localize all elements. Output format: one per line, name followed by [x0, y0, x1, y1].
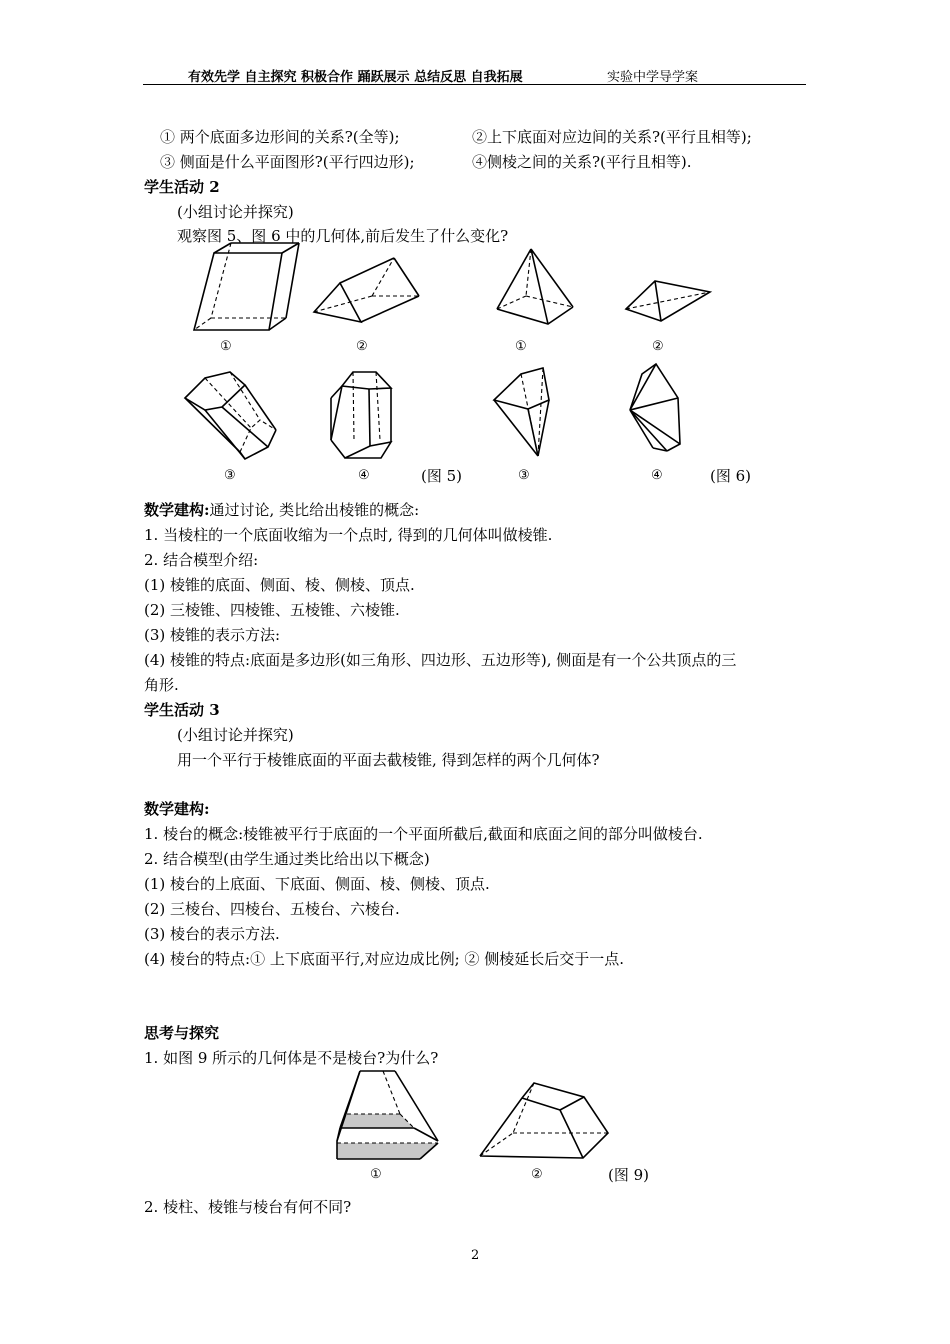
intro-q3: ③ 侧面是什么平面图形?(平行四边形); [160, 153, 415, 171]
model1-line: (2) 三棱锥、四棱锥、五棱锥、六棱锥. [144, 601, 400, 619]
fig9-marker-2: ② [531, 1167, 543, 1182]
model1-line: (4) 棱锥的特点:底面是多边形(如三角形、四边形、五边形等), 侧面是有一个公共顶点的三 [144, 651, 737, 669]
model2-line: (3) 棱台的表示方法. [144, 925, 280, 943]
model2-line: (2) 三棱台、四棱台、五棱台、六棱台. [144, 900, 400, 918]
model1-line: (3) 棱锥的表示方法: [144, 626, 281, 644]
header-school: 实验中学导学案 [607, 70, 699, 85]
model1-title: 数学建构: [144, 501, 210, 519]
fig5-label: (图 5) [421, 467, 463, 485]
fig5-marker-3: ③ [224, 468, 236, 483]
model2-line: 2. 结合模型(由学生通过类比给出以下概念) [144, 850, 430, 868]
model2-title: 数学建构: [144, 800, 210, 818]
model2-line: (1) 棱台的上底面、下底面、侧面、棱、侧棱、顶点. [144, 875, 490, 893]
model2-line: (4) 棱台的特点:① 上下底面平行,对应边成比例; ② 侧棱延长后交于一点. [144, 950, 624, 968]
activity2-note: (小组讨论并探究) [177, 203, 294, 221]
activity3-note: (小组讨论并探究) [177, 726, 294, 744]
page-number: 2 [471, 1248, 480, 1263]
header-slogan: 有效先学 自主探究 积极合作 踊跃展示 总结反思 自我拓展 [188, 70, 523, 85]
fig6-marker-2: ② [652, 339, 664, 354]
fig6-label: (图 6) [710, 467, 752, 485]
intro-q2: ②上下底面对应边间的关系?(平行且相等); [472, 128, 752, 146]
intro-q1: ① 两个底面多边形间的关系?(全等); [160, 128, 400, 146]
activity3-question: 用一个平行于棱锥底面的平面去截棱锥, 得到怎样的两个几何体? [177, 751, 600, 769]
model1-line: 角形. [144, 676, 179, 694]
fig9-label: (图 9) [608, 1166, 650, 1184]
fig5-marker-2: ② [356, 339, 368, 354]
model1-line: 2. 结合模型介绍: [144, 551, 259, 569]
model2-line: 1. 棱台的概念:棱锥被平行于底面的一个平面所截后,截面和底面之间的部分叫做棱台. [144, 825, 703, 843]
fig9-marker-1: ① [370, 1167, 382, 1182]
model1-line: 1. 当棱柱的一个底面收缩为一个点时, 得到的几何体叫做棱锥. [144, 526, 553, 544]
fig5-marker-1: ① [220, 339, 232, 354]
fig5-marker-4: ④ [358, 468, 370, 483]
think-q2: 2. 棱柱、棱锥与棱台有何不同? [144, 1198, 352, 1216]
think-q1: 1. 如图 9 所示的几何体是不是棱台?为什么? [144, 1049, 439, 1067]
fig6-marker-4: ④ [651, 468, 663, 483]
activity2-question: 观察图 5、图 6 中的几何体,前后发生了什么变化? [177, 227, 509, 245]
intro-q4: ④侧棱之间的关系?(平行且相等). [472, 153, 692, 171]
activity2-title: 学生活动 2 [144, 178, 220, 196]
think-title: 思考与探究 [144, 1024, 220, 1042]
model1-line: (1) 棱锥的底面、侧面、棱、侧棱、顶点. [144, 576, 415, 594]
fig6-marker-3: ③ [518, 468, 530, 483]
activity3-title: 学生活动 3 [144, 701, 220, 719]
fig6-marker-1: ① [515, 339, 527, 354]
model1-intro: 通过讨论, 类比给出棱锥的概念: [209, 501, 420, 519]
